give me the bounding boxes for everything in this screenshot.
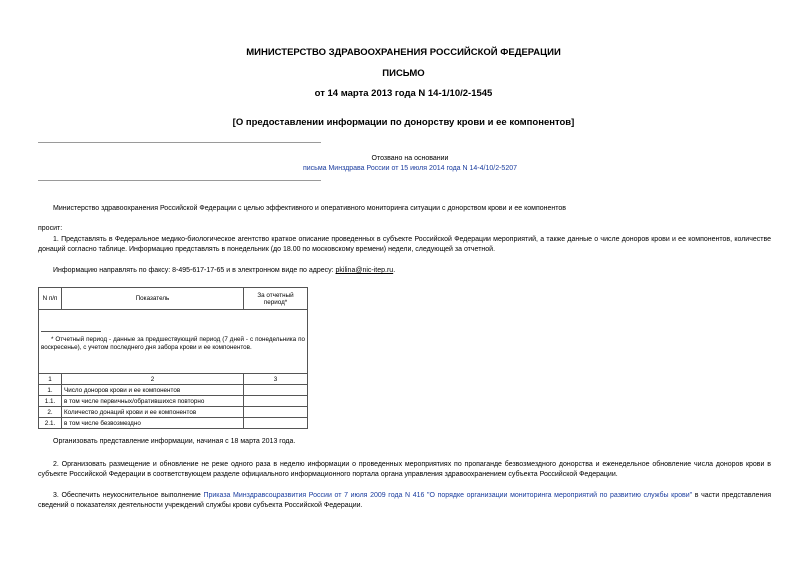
table-column-numbers <box>39 374 308 385</box>
table-row <box>39 407 308 418</box>
item-3-start: 3. Обеспечить неукоснительное выполнение <box>53 492 204 499</box>
item-3-paragraph <box>38 491 771 511</box>
divider-bottom <box>38 180 321 181</box>
table-note-cell <box>39 310 308 374</box>
column-number-2: 2 <box>62 374 244 385</box>
document-date-number: от 14 марта 2013 года N 14-1/10/2-1545 <box>314 88 493 99</box>
table-row <box>39 396 308 407</box>
table-note-row <box>39 310 308 374</box>
row-label: Число доноров крови и ее компонентов <box>62 385 244 396</box>
document-subject: [О предоставлении информации по донорству крови и ее компонентов] <box>232 117 575 128</box>
organize-paragraph: Организовать представление информации, начиная с 18 марта 2013 года. <box>53 438 296 445</box>
fax-paragraph <box>53 266 395 276</box>
row-label: в том числе первичных/обратившихся повторно <box>62 396 244 407</box>
ministry-title: МИНИСТЕРСТВО ЗДРАВООХРАНЕНИЯ РОССИЙСКОЙ ФЕДЕРАЦИИ <box>246 47 561 58</box>
item-1-paragraph: 1. Представлять в Федеральное медико-биологическое агентство краткое описание проведенных в субъекте Российской Федерации мероприятий, а также данные о числе доноров крови и ее компонентов, количестве донаций согласно таблице. Информацию представлять в понедельник (до 18.00 по московскому времени) недели, следующей за отчетной. <box>38 236 771 253</box>
header-number: N п/п <box>39 288 62 310</box>
row-label: Количество донаций крови и ее компонентов <box>62 407 244 418</box>
footnote-divider <box>41 331 101 332</box>
row-value <box>244 418 308 429</box>
footnote-text: * Отчетный период - данные за предшествующий период (7 дней - с понедельника по воскресенье), с учетом последнего дня забора крови и ее компонентов. <box>41 336 305 351</box>
revocation-note: Отозвано на основании <box>371 155 449 162</box>
row-label: в том числе безвозмездно <box>62 418 244 429</box>
request-label: просит: <box>38 225 63 232</box>
row-number: 2.1. <box>39 418 62 429</box>
table-row <box>39 418 308 429</box>
row-value <box>244 396 308 407</box>
revocation-link[interactable]: письма Минздрава России от 15 июля 2014 года N 14-4/10/2-5207 <box>302 165 518 172</box>
row-number: 1. <box>39 385 62 396</box>
row-value <box>244 407 308 418</box>
item-3-end: в части представления сведений о показателях деятельности учреждений службы крови субъекта Российской Федерации. <box>38 492 772 509</box>
fax-end: . <box>393 267 396 274</box>
email-link[interactable]: pkilina@nic-itep.ru <box>335 267 394 274</box>
header-indicator: Показатель <box>62 288 244 310</box>
row-number: 1.1. <box>39 396 62 407</box>
column-number-1: 1 <box>39 374 62 385</box>
document-type: ПИСЬМО <box>382 68 425 79</box>
column-number-3: 3 <box>244 374 308 385</box>
table-header-row <box>39 288 308 310</box>
divider-top <box>38 142 321 143</box>
order-416-link[interactable]: Приказа Минздравсоцразвития России от 7 июля 2009 года N 416 "О порядке организации мониторинга мероприятий по развитию службы крови" <box>203 492 693 499</box>
table-row <box>39 385 308 396</box>
row-value <box>244 385 308 396</box>
header-period: За отчетный период* <box>244 288 308 310</box>
report-table <box>38 287 308 429</box>
item-2-paragraph: 2. Организовать размещение и обновление не реже одного раза в неделю информации о проведенных мероприятиях по пропаганде безвозмездного донорства и еженедельное обновление числа доноров крови в субъекте Российской Федерации в соответствующем разделе официального информационного портала органа управления здравоохранением субъекта Российской Федерации. <box>38 461 771 478</box>
row-number: 2. <box>39 407 62 418</box>
fax-text: Информацию направлять по факсу: 8-495-617-17-65 и в электронном виде по адресу: <box>53 267 336 274</box>
intro-paragraph: Министерство здравоохранения Российской Федерации с целью эффективного и оперативного мониторинга ситуации с донорством крови и ее компонентов <box>53 205 566 212</box>
